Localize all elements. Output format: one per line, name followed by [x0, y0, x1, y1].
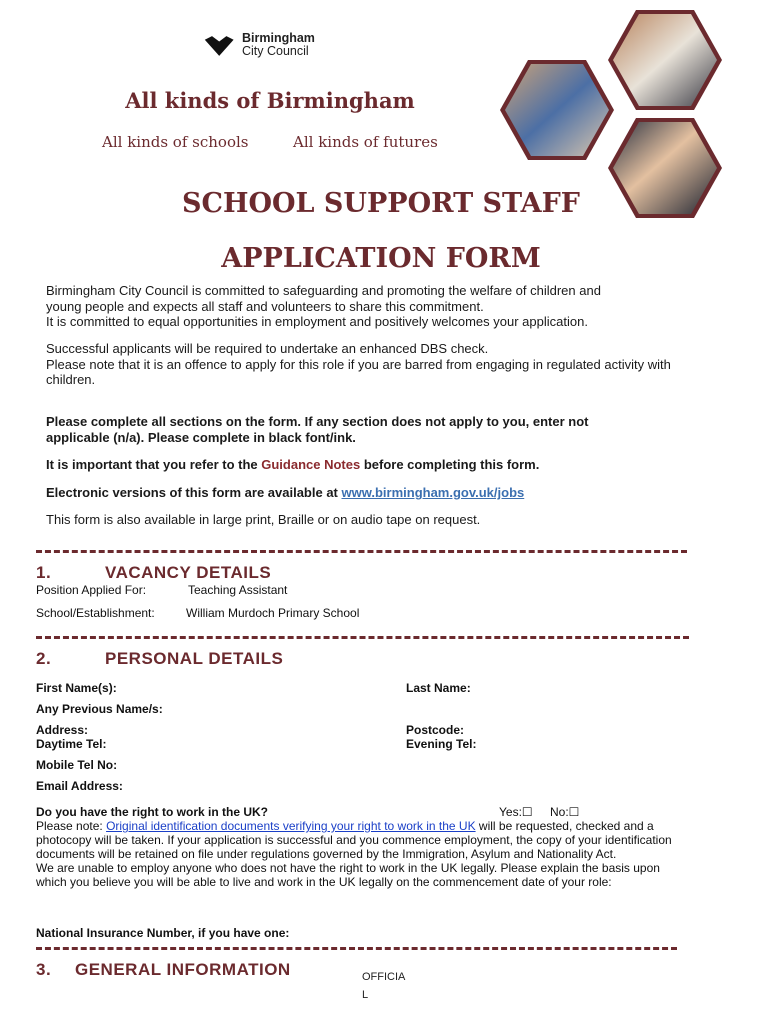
position-label: Position Applied For:: [36, 583, 147, 597]
section1-number: 1.: [36, 563, 52, 582]
right-to-work-question: Do you have the right to work in the UK?: [36, 805, 269, 819]
first-name-label: First Name(s):: [36, 681, 117, 695]
postcode-label: Postcode:: [406, 723, 465, 737]
position-value: Teaching Assistant: [188, 583, 288, 597]
section-divider-1: [36, 550, 687, 553]
right-to-work-note: Please note: Original identification documents verifying your right to work in the UK will be requested, checked and a photocopy will be taken. If your application is successful and you commence employment, the copy of your identification documents will be retained on file under regulations governed by the Immigration, Asylum and Nationality Act. We are unable to employ anyone who does not have the right to work in the UK legally. Please explain the basis upon which you believe you will be able to live and work in the UK legally on the commencement date of your role:: [36, 819, 672, 889]
electronic-versions-line: Electronic versions of this form are available at www.birmingham.gov.uk/jobs: [46, 485, 525, 500]
sub-tagline-futures: All kinds of futures: [293, 133, 438, 151]
section-divider-2: [36, 636, 689, 639]
sub-tagline-schools: All kinds of schools: [102, 133, 249, 151]
intro-paragraph-3: Please complete all sections on the form. If any section does not apply to you, enter not applicable (n/a). Please complete in black font/ink.: [46, 414, 589, 445]
council-logo-icon: [203, 32, 239, 60]
right-to-work-yes-checkbox[interactable]: Yes:☐: [499, 805, 533, 819]
email-label: Email Address:: [36, 779, 123, 793]
intro-paragraph-1: Birmingham City Council is committed to safeguarding and promoting the welfare of children and young people and expects all staff and volunteers to share this commitment. It is committed to equal opportunities in employment and positively welcomes your application.: [46, 283, 601, 329]
section3-number: 3.: [36, 960, 52, 979]
logo-line2: City Council: [242, 44, 309, 58]
mobile-tel-label: Mobile Tel No:: [36, 758, 118, 772]
address-label: Address:: [36, 723, 89, 737]
school-value: William Murdoch Primary School: [186, 606, 360, 620]
section-divider-3: [36, 947, 677, 950]
tagline: All kinds of Birmingham: [125, 88, 415, 113]
section1-title: VACANCY DETAILS: [105, 563, 272, 582]
daytime-tel-label: Daytime Tel:: [36, 737, 107, 751]
ni-number-label: National Insurance Number, if you have one:: [36, 926, 290, 940]
alternative-formats-line: This form is also available in large print, Braille or on audio tape on request.: [46, 512, 481, 527]
hexagon-photo-1: [500, 60, 614, 160]
council-logo-text: [242, 32, 315, 58]
intro-paragraph-2: Successful applicants will be required to undertake an enhanced DBS check. Please note that it is an offence to apply for this role if you are barred from engaging in regulated activity with children.: [46, 341, 671, 387]
guidance-notes-link[interactable]: Guidance Notes: [261, 457, 361, 472]
id-documents-link[interactable]: Original identification documents verifying your right to work in the UK: [106, 819, 476, 833]
logo-line1: Birmingham: [242, 31, 315, 45]
hexagon-photo-2: [608, 10, 722, 110]
form-title-line2: APPLICATION FORM: [221, 243, 541, 274]
jobs-website-link[interactable]: www.birmingham.gov.uk/jobs: [341, 485, 525, 500]
official-marking: OFFICIA L: [362, 971, 406, 1001]
form-title-line1: SCHOOL SUPPORT STAFF: [182, 188, 580, 219]
section3-title: GENERAL INFORMATION: [75, 960, 291, 979]
previous-name-label: Any Previous Name/s:: [36, 702, 163, 716]
evening-tel-label: Evening Tel:: [406, 737, 477, 751]
section2-title: PERSONAL DETAILS: [105, 649, 284, 668]
right-to-work-no-checkbox[interactable]: No:☐: [550, 805, 580, 819]
guidance-notes-line: It is important that you refer to the Guidance Notes before completing this form.: [46, 457, 540, 472]
last-name-label: Last Name:: [406, 681, 471, 695]
school-label: School/Establishment:: [36, 606, 155, 620]
section2-number: 2.: [36, 649, 52, 668]
